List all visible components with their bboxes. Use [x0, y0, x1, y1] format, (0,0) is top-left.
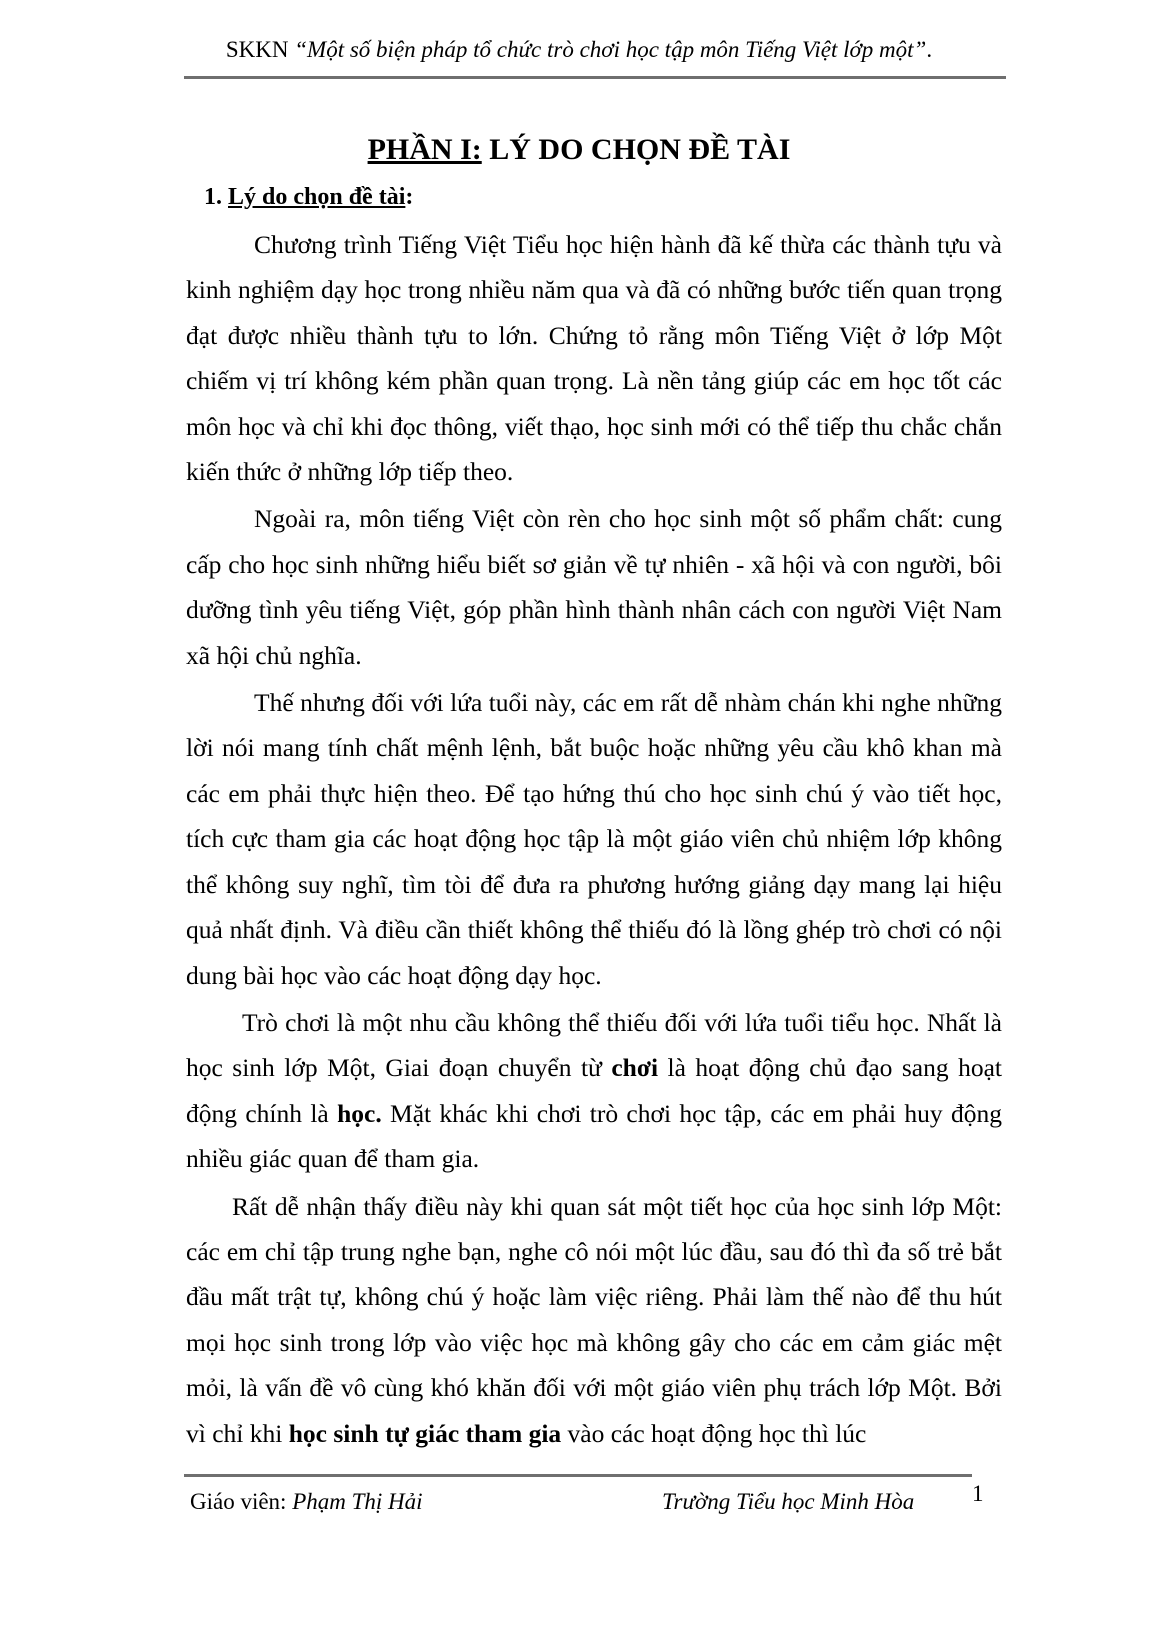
paragraph-4-bold-choi: chơi: [611, 1053, 659, 1083]
footer-teacher-label: Giáo viên:: [190, 1489, 293, 1514]
section-heading-title: Lý do chọn đề tài: [228, 184, 406, 210]
paragraph-4-text-e: Mặt khác khi chơi trò chơi học tập, các em phải huy động nhiều giác quan để tham gia.: [186, 1098, 1002, 1174]
header-prefix: SKKN: [225, 37, 295, 62]
paragraph-4-text-a: Trò chơi là một nhu cầu không thể thiếu đối với lứa tuổi tiểu học. Nhất là học sinh lớp Một, Giai đoạn chuyển từ: [186, 1007, 1002, 1083]
header-title: “Một số biện pháp tổ chức trò chơi học tập môn Tiếng Việt lớp một”: [294, 37, 927, 62]
page-number: 1: [972, 1481, 984, 1506]
part-heading-title: LÝ DO CHỌN ĐỀ TÀI: [481, 133, 791, 166]
footer-school: Trường Tiểu học Minh Hòa: [662, 1489, 915, 1514]
footer-rule: [184, 1474, 972, 1477]
footer-teacher: [190, 1488, 423, 1516]
paragraph-4-text-c: là hoạt động chủ đạo sang hoạt động chính là: [186, 1053, 1002, 1128]
paragraph-5-bold: học sinh tự giác tham gia: [288, 1418, 562, 1448]
section-heading-colon: :: [405, 184, 414, 210]
paragraph-4-bold-hoc: học.: [337, 1098, 382, 1128]
paragraph-4: [186, 1000, 1002, 1182]
paragraph-1: Chương trình Tiếng Việt Tiểu học hiện hành đã kế thừa các thành tựu và kinh nghiệm dạy học trong nhiều năm qua và đã có những bước tiến quan trọng đạt được nhiều thành tựu to lớn. Chứng tỏ rằng môn Tiếng Việt ở lớp Một chiếm vị trí không kém phần quan trọng. Là nền tảng giúp các em học tốt các môn học và chỉ khi đọc thông, viết thạo, học sinh mới có thể tiếp thu chắc chắn kiến thức ở những lớp tiếp theo.: [186, 230, 1002, 487]
paragraph-2: Ngoài ra, môn tiếng Việt còn rèn cho học sinh một số phẩm chất: cung cấp cho học sinh những hiểu biết sơ giản về tự nhiên - xã hội và con người, bôi dưỡng tình yêu tiếng Việt, góp phần hình thành nhân cách con người Việt Nam xã hội chủ nghĩa.: [186, 504, 1002, 670]
part-heading-label: PHẦN I:: [367, 133, 482, 166]
section-heading: [204, 180, 413, 214]
page-header: [0, 36, 1158, 64]
part-heading: [0, 130, 1158, 170]
paragraph-5-text-c: vào các hoạt động học thì lúc: [561, 1418, 867, 1448]
header-rule: [184, 76, 1006, 79]
section-heading-number: 1.: [204, 184, 228, 210]
paragraph-3: Thế nhưng đối với lứa tuổi này, các em rất dễ nhàm chán khi nghe những lời nói mang tính chất mệnh lệnh, bắt buộc hoặc những yêu cầu khô khan mà các em phải thực hiện theo. Để tạo hứng thú cho học sinh chú ý vào tiết học, tích cực tham gia các hoạt động học tập là một giáo viên chủ nhiệm lớp không thể không suy nghĩ, tìm tòi để đưa ra phương hướng giảng dạy mang lại hiệu quả nhất định. Và điều cần thiết không thể thiếu đó là lồng ghép trò chơi có nội dung bài học vào các hoạt động dạy học.: [186, 688, 1002, 990]
paragraph-5-text-a: Rất dễ nhận thấy điều này khi quan sát một tiết học của học sinh lớp Một: các em chỉ tập trung nghe bạn, nghe cô nói một lúc đầu, sau đó thì đa số trẻ bắt đầu mất trật tự, không chú ý hoặc làm việc riêng. Phải làm thế nào để thu hút mọi học sinh trong lớp vào việc học mà không gây cho các em cảm giác mệt mỏi, là vấn đề vô cùng khó khăn đối với một giáo viên phụ trách lớp Một. Bởi vì chỉ khi: [186, 1191, 1002, 1448]
header-suffix: .: [926, 37, 933, 62]
paragraph-5: [186, 1184, 1002, 1456]
body-text: [186, 222, 1002, 1456]
footer-teacher-name: Phạm Thị Hải: [292, 1489, 423, 1514]
